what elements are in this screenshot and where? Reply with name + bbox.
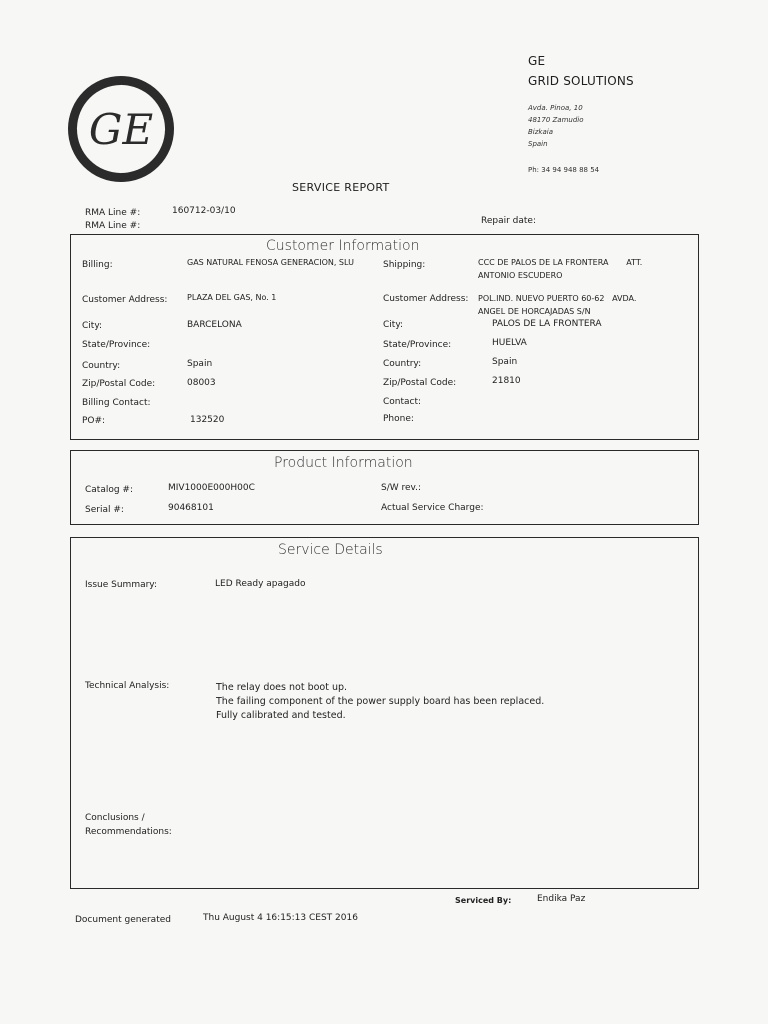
country-label: Country: (82, 361, 121, 371)
catalog-label: Catalog #: (85, 485, 133, 495)
zip-value: 08003 (187, 378, 216, 388)
customer-address-value: PLAZA DEL GAS, No. 1 (187, 293, 277, 302)
billing-contact-label: Billing Contact: (82, 398, 151, 408)
shipping-state-label: State/Province: (383, 340, 452, 350)
po-value: 132520 (190, 415, 225, 425)
service-details-title: Service Details (278, 542, 383, 558)
report-title: SERVICE REPORT (292, 181, 390, 194)
billing-label: Billing: (82, 260, 113, 270)
customer-address-label: Customer Address: (82, 295, 168, 305)
issue-summary-label: Issue Summary: (85, 580, 158, 590)
company-address-3: Bizkaia (528, 128, 553, 136)
company-phone: Ph: 34 94 948 88 54 (528, 166, 600, 174)
shipping-value-2: ANTONIO ESCUDERO (478, 271, 563, 280)
city-label: City: (82, 321, 103, 331)
company-address-4: Spain (528, 140, 548, 148)
shipping-country-label: Country: (383, 359, 422, 369)
company-address-1: Avda. Pinoa, 10 (528, 104, 583, 112)
serial-label: Serial #: (85, 505, 124, 515)
customer-information-title: Customer Information (266, 238, 420, 254)
shipping-state-value: HUELVA (492, 338, 527, 348)
technical-analysis-line-1: The relay does not boot up. (216, 682, 348, 693)
shipping-zip-value: 21810 (492, 376, 521, 386)
state-label: State/Province: (82, 340, 151, 350)
ge-logo (66, 74, 176, 184)
zip-label: Zip/Postal Code: (82, 379, 156, 389)
rma-line-label-1: RMA Line #: (85, 208, 141, 218)
technical-analysis-label: Technical Analysis: (85, 681, 170, 691)
technical-analysis-line-3: Fully calibrated and tested. (216, 710, 346, 721)
catalog-value: MIV1000E000H00C (168, 483, 255, 493)
rma-line-label-2: RMA Line #: (85, 221, 141, 231)
company-address-2: 48170 Zamudio (528, 116, 584, 124)
repair-date-label: Repair date: (481, 216, 537, 226)
conclusions-label-2: Recommendations: (85, 827, 172, 837)
shipping-value-1: CCC DE PALOS DE LA FRONTERA ATT. (478, 258, 643, 267)
actual-service-charge-label: Actual Service Charge: (381, 503, 484, 513)
billing-value: GAS NATURAL FENOSA GENERACION, SLU (187, 258, 354, 267)
serviced-by-value: Endika Paz (537, 894, 586, 904)
document-generated-value: Thu August 4 16:15:13 CEST 2016 (203, 913, 358, 923)
serial-value: 90468101 (168, 503, 214, 513)
contact-label: Contact: (383, 397, 422, 407)
technical-analysis-line-2: The failing component of the power supply board has been replaced. (216, 696, 545, 707)
company-name: GE (528, 54, 546, 68)
serviced-by-label: Serviced By: (455, 896, 512, 905)
product-information-title: Product Information (274, 455, 413, 471)
shipping-label: Shipping: (383, 260, 426, 270)
city-value: BARCELONA (187, 320, 242, 330)
shipping-address-value-1: POL.IND. NUEVO PUERTO 60-62 AVDA. (478, 294, 637, 303)
rma-line-value-1: 160712-03/10 (172, 206, 236, 216)
po-label: PO#: (82, 416, 106, 426)
shipping-address-label: Customer Address: (383, 294, 469, 304)
company-division: GRID SOLUTIONS (528, 74, 634, 88)
sw-rev-label: S/W rev.: (381, 483, 422, 493)
shipping-country-value: Spain (492, 357, 518, 367)
document-generated-label: Document generated (75, 915, 171, 925)
conclusions-label-1: Conclusions / (85, 813, 145, 823)
shipping-city-label: City: (383, 320, 404, 330)
issue-summary-value: LED Ready apagado (215, 579, 306, 589)
shipping-city-value: PALOS DE LA FRONTERA (492, 319, 602, 329)
svg-text:GE: GE (88, 105, 154, 154)
shipping-address-value-2: ANGEL DE HORCAJADAS S/N (478, 307, 591, 316)
shipping-zip-label: Zip/Postal Code: (383, 378, 457, 388)
country-value: Spain (187, 359, 213, 369)
phone-label: Phone: (383, 414, 414, 424)
